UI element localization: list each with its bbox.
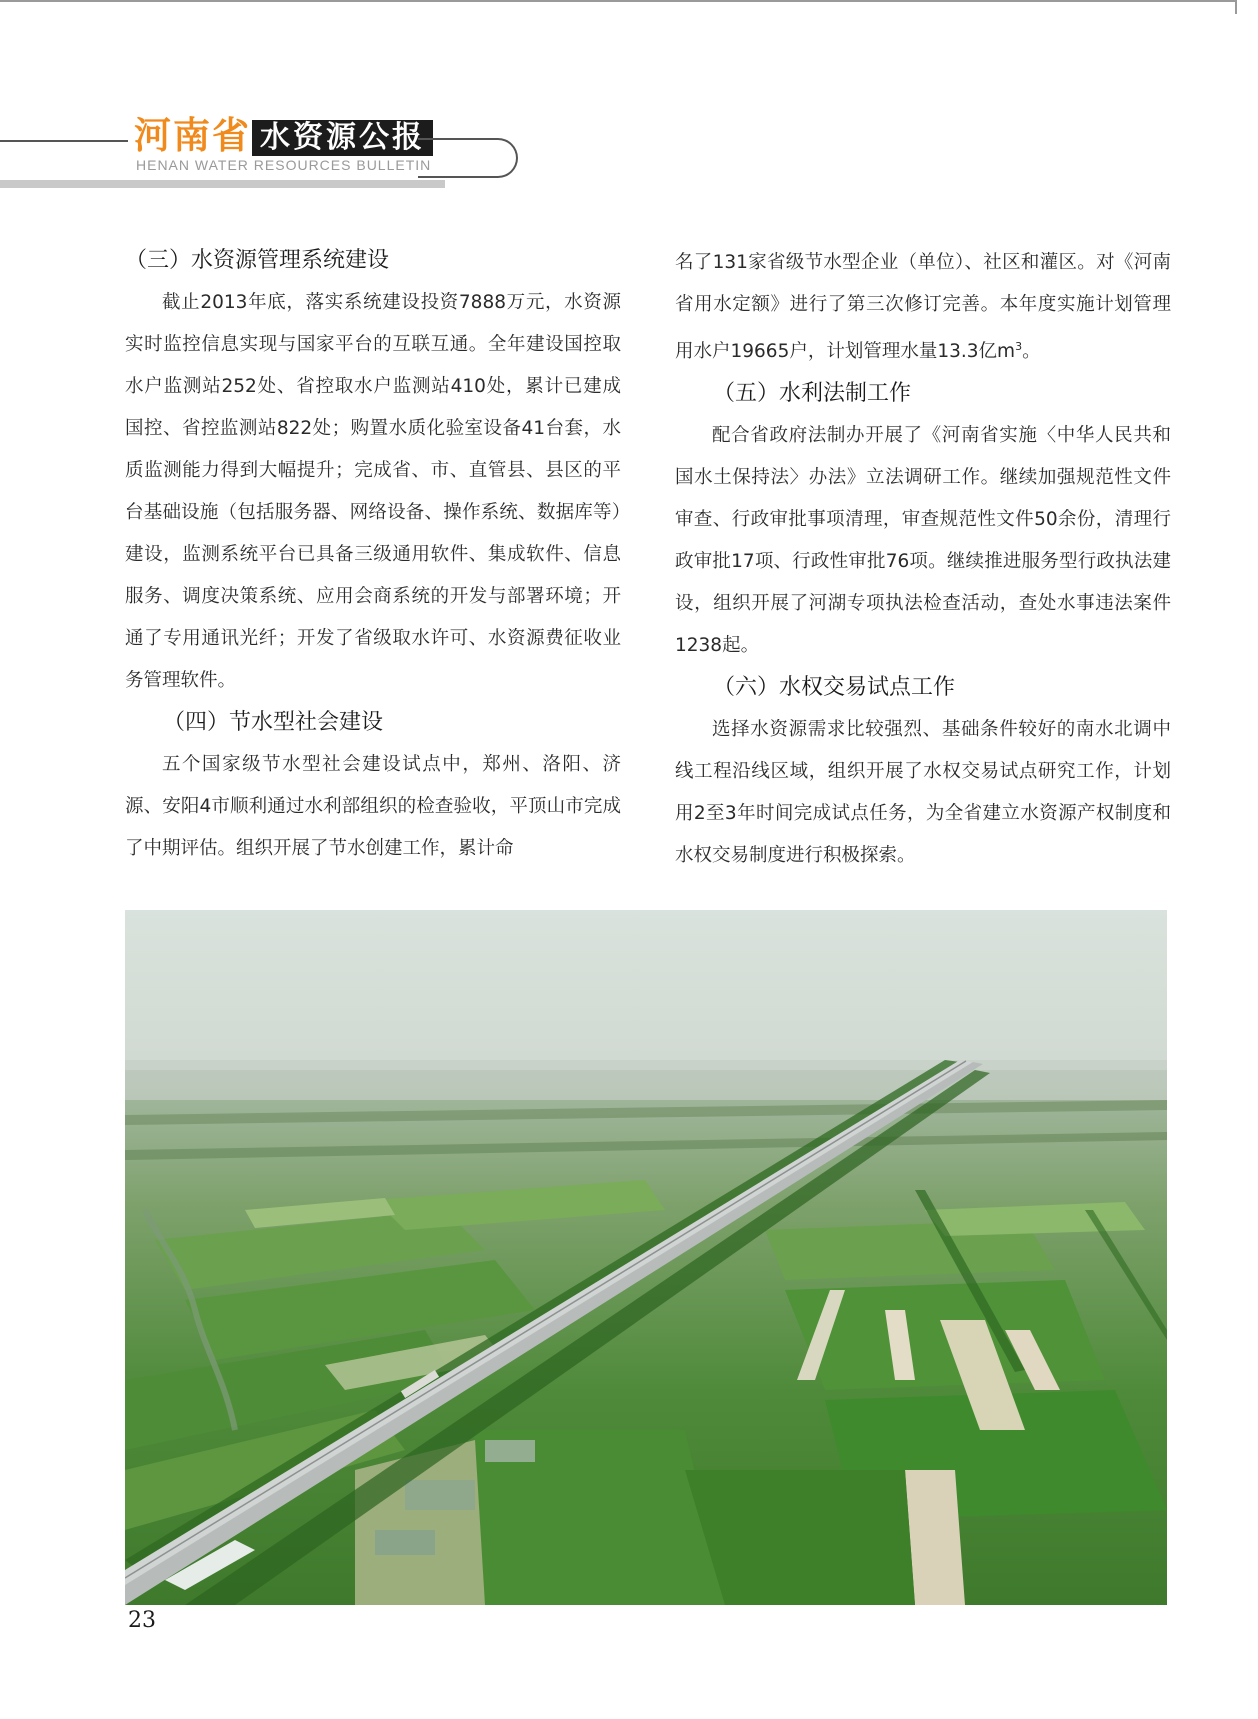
header-tab-outline [418,138,518,178]
header-title-province: 河南省 [134,113,251,157]
section-3-body: 截止2013年底，落实系统建设投资7888万元，水资源实时监控信息实现与国家平台的互联互通。全年建设国控取水户监测站252处、省控取水户监测站410处，累计已建成国控、省控监测站822处；购置水质化验室设备41台套，水质监测能力得到大幅提升；完成省、市、直管县、县区的平台基础设施（包括服务器、网络设备、操作系统、数据库等）建设，监测系统平台已具备三级通用软件、集成软件、信息服务、调度决策系统、应用会商系统的开发与部署环境；开通了专用通讯光纤；开发了省级取水许可、水资源费征收业务管理软件。 [125,292,621,691]
header-line [0,140,128,142]
top-rule [0,0,1236,2]
section-6-body: 选择水资源需求比较强烈、基础条件较好的南水北调中线工程沿线区域，组织开展了水权交易试点研究工作，计划用2至3年时间完成试点任务，为全省建立水资源产权制度和水权交易制度进行积极探索。 [675,719,1171,867]
section-4-continued [675,242,1171,373]
section-5-body: 配合省政府法制办开展了《河南省实施〈中华人民共和国水土保持法〉办法》立法调研工作。继续加强规范性文件审查、行政审批事项清理，审查规范性文件50余份，清理行政审批17项、行政性审批76项。继续推进服务型行政执法建设，组织开展了河湖专项执法检查活动，查处水事违法案件1238起。 [675,425,1171,657]
section-5-title: （五）水利法制工作 [713,381,912,407]
superscript-3: 3 [1015,340,1023,353]
header-title-bulletin: 水资源公报 [252,120,433,156]
page-number: 23 [128,1608,156,1633]
section-4-continued-end: 。 [1022,341,1041,363]
section-4-continued-text: 名了131家省级节水型企业（单位）、社区和灌区。对《河南省用水定额》进行了第三次修订完善。本年度实施计划管理用水户19665户，计划管理水量13.3亿m [675,252,1171,363]
section-6-title: （六）水权交易试点工作 [713,675,956,701]
header-gray-bar [0,180,445,188]
aerial-photo-highway-farmland [125,910,1167,1605]
section-3-title: （三）水资源管理系统建设 [125,248,390,273]
header-subtitle-en: HENAN WATER RESOURCES BULLETIN [136,157,432,173]
left-column [125,240,621,870]
right-column [675,242,1171,877]
top-rule-end [1235,0,1237,14]
section-4-title: （四）节水型社会建设 [163,710,384,735]
section-4-body: 五个国家级节水型社会建设试点中，郑州、洛阳、济源、安阳4市顺利通过水利部组织的检查验收，平顶山市完成了中期评估。组织开展了节水创建工作，累计命 [125,754,621,859]
